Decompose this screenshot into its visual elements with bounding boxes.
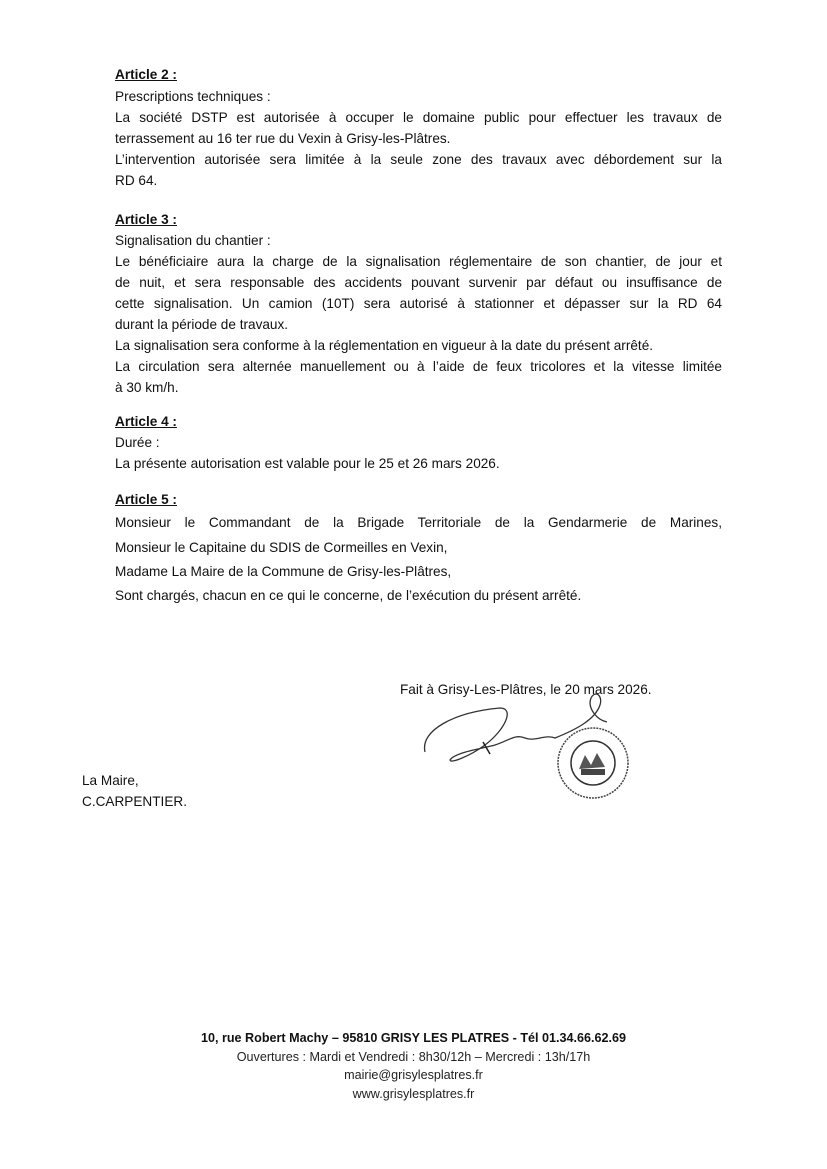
article-3-heading: Article 3 : — [115, 212, 177, 227]
footer-website: www.grisylesplatres.fr — [352, 1087, 475, 1101]
paragraph-line: Sont chargés, chacun en ce qui le concerne, de l’exécution du présent arrêté. — [115, 588, 582, 603]
paragraph-line: Madame La Maire de la Commune de Grisy-les-Plâtres, — [115, 564, 452, 579]
paragraph-line: RD 64. — [115, 173, 158, 188]
article-4-subtitle: Durée : — [115, 435, 160, 450]
article-3-subtitle: Signalisation du chantier : — [115, 233, 271, 248]
article-4-heading: Article 4 : — [115, 414, 177, 429]
paragraph-line: L’intervention autorisée sera limitée à la seule zone des travaux avec débordement sur la — [115, 152, 722, 167]
footer-email: mairie@grisylesplatres.fr — [344, 1068, 483, 1082]
paragraph-line: Monsieur le Capitaine du SDIS de Cormeilles en Vexin, — [115, 540, 448, 555]
article-2-subtitle: Prescriptions techniques : — [115, 89, 271, 104]
paragraph-line: Monsieur le Commandant de la Brigade Territoriale de la Gendarmerie de Marines, — [115, 515, 722, 530]
paragraph-line: terrassement au 16 ter rue du Vexin à Grisy-les-Plâtres. — [115, 131, 451, 146]
paragraph-line: durant la période de travaux. — [115, 317, 289, 332]
paragraph-line: Le bénéficiaire aura la charge de la signalisation réglementaire de son chantier, de jour et — [115, 254, 722, 269]
footer-hours: Ouvertures : Mardi et Vendredi : 8h30/12h – Mercredi : 13h/17h — [236, 1050, 591, 1064]
footer-address: 10, rue Robert Machy – 95810 GRISY LES PLATRES - Tél 01.34.66.62.69 — [200, 1031, 627, 1045]
paragraph-line: à 30 km/h. — [115, 380, 179, 395]
paragraph-line: La présente autorisation est valable pour le 25 et 26 mars 2026. — [115, 456, 500, 471]
signatory-title: La Maire, — [82, 773, 139, 788]
article-2-heading: Article 2 : — [115, 67, 177, 82]
place-date: Fait à Grisy-Les-Plâtres, le 20 mars 2026. — [400, 682, 652, 697]
paragraph-line: La société DSTP est autorisée à occuper le domaine public pour effectuer les travaux de — [115, 110, 722, 125]
paragraph-line: La circulation sera alternée manuellement ou à l’aide de feux tricolores et la vitesse limitée — [115, 359, 722, 374]
paragraph-line: cette signalisation. Un camion (10T) sera autorisé à stationner et dépasser sur la RD 64 — [115, 296, 722, 311]
signatory-name: C.CARPENTIER. — [82, 794, 187, 809]
paragraph-line: de nuit, et sera responsable des accidents pouvant survenir par défaut ou insuffisance de — [115, 275, 722, 290]
paragraph-line: La signalisation sera conforme à la réglementation en vigueur à la date du présent arrêté. — [115, 338, 654, 353]
mairie-stamp — [555, 725, 631, 801]
article-5-heading: Article 5 : — [115, 492, 177, 507]
